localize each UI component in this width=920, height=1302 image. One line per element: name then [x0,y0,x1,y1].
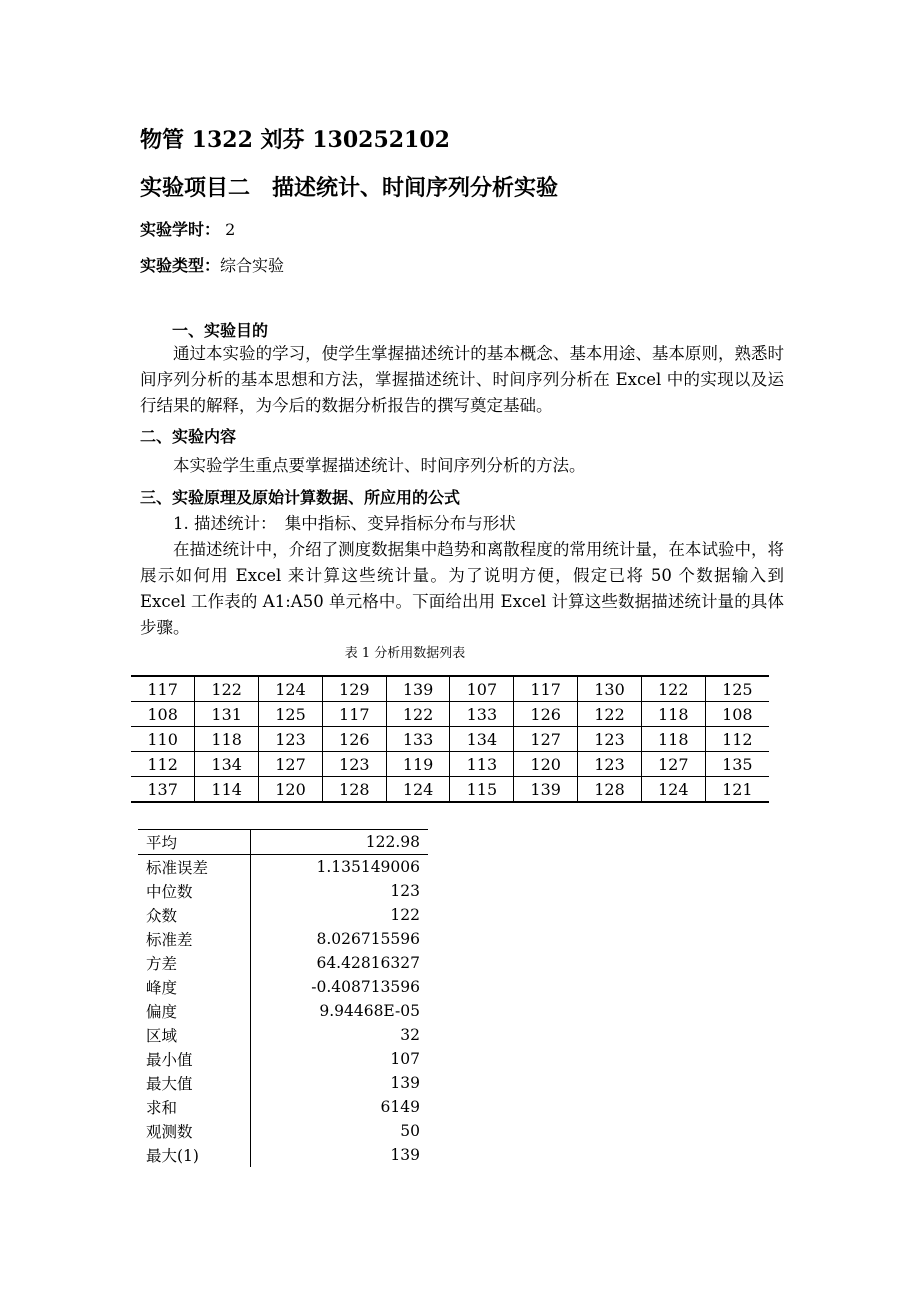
stat-value: 32 [400,1026,420,1044]
stats-row [138,1143,428,1167]
table-cell: 107 [450,676,514,702]
table-cell: 124 [641,777,705,803]
table-cell: 135 [705,752,769,777]
stat-value: 9.94468E-05 [319,1002,420,1020]
table-cell: 117 [322,702,386,727]
stat-value: 123 [390,882,420,900]
stats-row [138,1095,428,1119]
table-cell: 123 [578,752,642,777]
table-cell: 122 [578,702,642,727]
table-cell: 124 [259,676,323,702]
table-cell: 112 [705,727,769,752]
page-title: 实验项目二 描述统计、时间序列分析实验 [140,175,559,201]
stat-value: 139 [390,1074,420,1092]
table-cell: 129 [322,676,386,702]
table-cell: 139 [514,777,578,803]
type-row [140,253,284,276]
stat-label: 峰度 [138,975,251,999]
table-cell: 126 [322,727,386,752]
table-cell: 122 [641,676,705,702]
table-cell: 122 [195,676,259,702]
stat-value: 122.98 [251,830,429,855]
stat-value: 8.026715596 [316,930,420,948]
table-cell: 134 [450,727,514,752]
author-line: 物管 1322 刘芬 130252102 [140,127,450,153]
stats-row [138,830,428,855]
section-3-subtitle: 1. 描述统计： 集中指标、变异指标分布与形状 [173,514,516,533]
stat-label: 偏度 [138,999,251,1023]
stats-row [138,927,428,951]
stat-value: 1.135149006 [316,858,420,876]
stats-row [138,903,428,927]
stats-row [138,951,428,975]
table-cell: 118 [641,702,705,727]
section-1-text: 通过本实验的学习，使学生掌握描述统计的基本概念、基本用途、基本原则，熟悉时间序列分析的基本思想和方法，掌握描述统计、时间序列分析在 Excel 中的实现以及运行结果的解释，为今后的数据分析报告的撰写奠定基础。 [140,344,784,415]
section-1-title: 一、实验目的 [172,321,269,340]
table-cell: 128 [322,777,386,803]
hours-row [140,217,235,240]
table-cell: 123 [322,752,386,777]
table-cell: 117 [514,676,578,702]
stat-value: -0.408713596 [311,978,420,996]
stats-row [138,999,428,1023]
section-3-text: 在描述统计中，介绍了测度数据集中趋势和离散程度的常用统计量，在本试验中，将展示如何用 Excel 来计算这些统计量。为了说明方便，假定已将 50 个数据输入到 Excel 工作表的 A1:A50 单元格中。下面给出用 Excel 计算这些数据描述统计量的具体步骤。 [140,540,784,637]
type-value: 综合实验 [220,256,285,275]
table-cell: 131 [195,702,259,727]
stats-row [138,879,428,903]
stat-value: 122 [390,906,420,924]
section-3-title: 三、实验原理及原始计算数据、所应用的公式 [140,488,461,507]
table-cell: 118 [195,727,259,752]
table-row [131,676,769,702]
section-2-text: 本实验学生重点要掌握描述统计、时间序列分析的方法。 [173,456,586,475]
stats-row [138,1071,428,1095]
table-row [131,727,769,752]
table-cell: 139 [386,676,450,702]
table-cell: 110 [131,727,195,752]
table-cell: 127 [514,727,578,752]
table-cell: 108 [131,702,195,727]
table-cell: 118 [641,727,705,752]
table-cell: 121 [705,777,769,803]
stat-label: 最小值 [138,1047,251,1071]
stats-row [138,1047,428,1071]
stat-label: 标准误差 [138,855,251,880]
table-row [131,702,769,727]
stat-value: 107 [390,1050,420,1068]
table-cell: 113 [450,752,514,777]
stat-label: 观测数 [138,1119,251,1143]
table-cell: 123 [578,727,642,752]
table-cell: 125 [705,676,769,702]
table-cell: 134 [195,752,259,777]
table-cell: 123 [259,727,323,752]
table-row [131,777,769,803]
stat-label: 最大值 [138,1071,251,1095]
data-table [131,675,769,803]
stat-value: 139 [390,1146,420,1164]
stat-label: 求和 [138,1095,251,1119]
table-cell: 122 [386,702,450,727]
table-cell: 128 [578,777,642,803]
table-cell: 124 [386,777,450,803]
table-cell: 127 [641,752,705,777]
stats-row [138,1119,428,1143]
table-cell: 137 [147,779,178,799]
stat-label: 标准差 [138,927,251,951]
section-2-title: 二、实验内容 [140,427,237,446]
table-cell: 127 [259,752,323,777]
stats-row [138,1023,428,1047]
stat-label: 众数 [138,903,251,927]
table-cell: 120 [259,777,323,803]
table-cell: 120 [514,752,578,777]
table-cell: 126 [514,702,578,727]
table-cell: 108 [705,702,769,727]
table-cell: 119 [386,752,450,777]
table-cell: 133 [450,702,514,727]
stat-value: 64.42816327 [316,954,420,972]
table-cell: 130 [578,676,642,702]
table-cell: 112 [131,752,195,777]
table-cell: 125 [259,702,323,727]
descriptive-stats-table [138,829,428,1167]
stat-label: 中位数 [138,879,251,903]
table-cell: 115 [450,777,514,803]
table-1-caption: 表 1 分析用数据列表 [344,646,466,661]
table-row [131,752,769,777]
stats-row [138,855,428,880]
stat-label: 区域 [138,1023,251,1047]
type-label: 实验类型： [140,256,221,275]
table-cell: 117 [131,676,195,702]
stat-label: 方差 [138,951,251,975]
stat-value: 50 [400,1122,420,1140]
stat-label: 最大(1) [138,1143,251,1167]
hours-label: 实验学时： [140,220,221,239]
stats-row [138,975,428,999]
table-cell: 133 [386,727,450,752]
stat-label: 平均 [138,830,251,855]
stat-value: 6149 [380,1098,420,1116]
table-cell: 114 [195,777,259,803]
hours-value: 2 [225,220,236,239]
